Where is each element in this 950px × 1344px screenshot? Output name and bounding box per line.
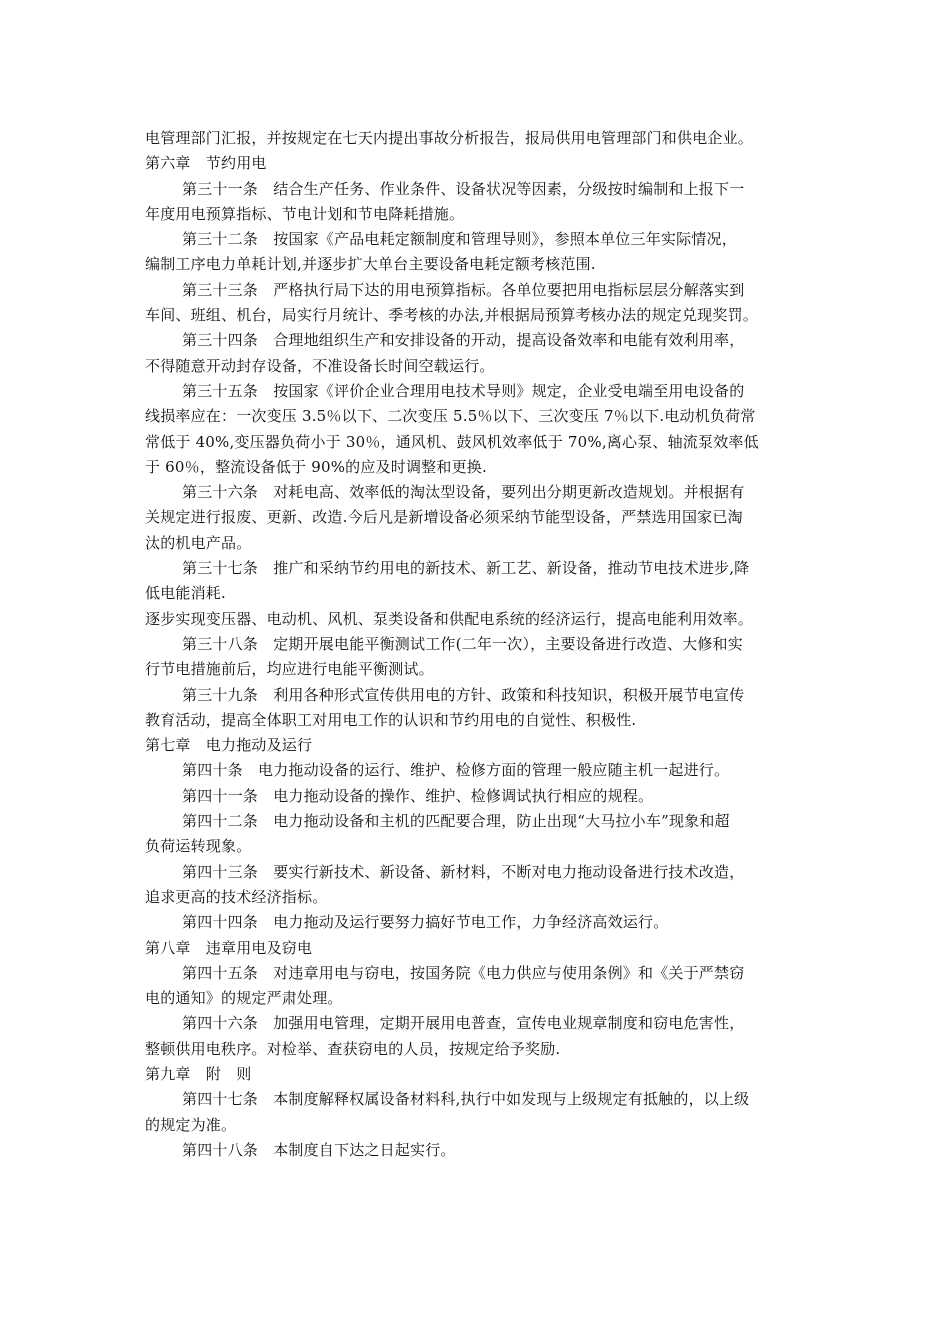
text-line: 车间、班组、机台，局实行月统计、季考核的办法,并根据局预算考核办法的规定兑现奖罚。 bbox=[145, 306, 758, 325]
text-line: 负荷运转现象。 bbox=[145, 837, 252, 856]
text-line: 第四十二条 电力拖动设备和主机的匹配要合理，防止出现“大马拉小车”现象和超 bbox=[182, 812, 730, 831]
text-line: 第三十八条 定期开展电能平衡测试工作(二年一次），主要设备进行改造、大修和实 bbox=[182, 634, 743, 653]
text-line: 第四十五条 对违章用电与窃电，按国务院《电力供应与使用条例》和《关于严禁窃 bbox=[182, 963, 745, 982]
text-line: 第三十五条 按国家《评价企业合理用电技术导则》规定，企业受电端至用电设备的 bbox=[182, 381, 745, 400]
text-line: 第三十三条 严格执行局下达的用电预算指标。各单位要把用电指标层层分解落实到 bbox=[182, 280, 745, 299]
text-line: 第七章 电力拖动及运行 bbox=[145, 736, 313, 755]
text-line: 低电能消耗. bbox=[145, 584, 226, 603]
text-line: 的规定为准。 bbox=[145, 1115, 237, 1134]
text-line: 年度用电预算指标、节电计划和节电降耗措施。 bbox=[145, 204, 465, 223]
text-line: 不得随意开动封存设备，不准设备长时间空载运行。 bbox=[145, 356, 495, 375]
text-line: 第三十四条 合理地组织生产和安排设备的开动，提高设备效率和电能有效利用率， bbox=[182, 331, 745, 350]
text-line: 追求更高的技术经济指标。 bbox=[145, 887, 328, 906]
text-line: 电管理部门汇报，并按规定在七天内提出事故分析报告，报局供用电管理部门和供电企业。 bbox=[145, 129, 754, 147]
text-line: 于 60％，整流设备低于 90%的应及时调整和更换. bbox=[145, 457, 487, 476]
text-line: 第九章 附 则 bbox=[145, 1064, 252, 1083]
text-line: 第三十七条 推广和采纳节约用电的新技术、新工艺、新设备，推动节电技术进步,降 bbox=[182, 559, 750, 578]
text-line: 第四十六条 加强用电管理，定期开展用电普查，宣传电业规章制度和窃电危害性， bbox=[182, 1014, 745, 1033]
text-line: 第四十条 电力拖动设备的运行、维护、检修方面的管理一般应随主机一起进行。 bbox=[182, 761, 730, 780]
text-line: 第四十一条 电力拖动设备的操作、维护、检修调试执行相应的规程。 bbox=[182, 786, 654, 805]
text-line: 行节电措施前后，均应进行电能平衡测试。 bbox=[145, 660, 434, 679]
text-line: 第四十八条 本制度自下达之日起实行。 bbox=[182, 1140, 456, 1159]
document-page bbox=[145, 126, 813, 1163]
text-line: 编制工序电力单耗计划,并逐步扩大单台主要设备电耗定额考核范围. bbox=[145, 255, 596, 274]
text-line: 教育活动，提高全体职工对用电工作的认识和节约用电的自觉性、积极性. bbox=[145, 710, 637, 729]
text-line: 第六章 节约用电 bbox=[145, 154, 267, 173]
text-line: 第四十三条 要实行新技术、新设备、新材料，不断对电力拖动设备进行技术改造， bbox=[182, 862, 745, 881]
text-line: 关规定进行报废、更新、改造.今后凡是新增设备必须采纳节能型设备，严禁选用国家已淘 bbox=[145, 508, 743, 527]
text-line: 第三十六条 对耗电高、效率低的淘汰型设备，要列出分期更新改造规划。并根据有 bbox=[182, 483, 745, 502]
text-line: 第四十七条 本制度解释权属设备材料科,执行中如发现与上级规定有抵触的，以上级 bbox=[182, 1090, 750, 1109]
text-line: 第三十二条 按国家《产品电耗定额制度和管理导则》，参照本单位三年实际情况， bbox=[182, 230, 737, 249]
text-line: 第八章 违章用电及窃电 bbox=[145, 938, 313, 957]
text-line: 线损率应在：一次变压 3.5％以下、二次变压 5.5％以下、三次变压 7％以下.电动机负荷常 bbox=[145, 407, 756, 426]
text-line: 常低于 40%,变压器负荷小于 30％，通风机、鼓风机效率低于 70%,离心泵、轴流泵效率低 bbox=[145, 432, 759, 451]
text-line: 第四十四条 电力拖动及运行要努力搞好节电工作，力争经济高效运行。 bbox=[182, 913, 669, 932]
text-line: 电的通知》的规定严肃处理。 bbox=[145, 989, 343, 1008]
text-line: 整顿供用电秩序。对检举、查获窃电的人员，按规定给予奖励. bbox=[145, 1039, 561, 1058]
text-line: 第三十九条 利用各种形式宣传供用电的方针、政策和科技知识，积极开展节电宣传 bbox=[182, 685, 745, 704]
text-line: 汰的机电产品。 bbox=[145, 533, 252, 552]
text-line: 逐步实现变压器、电动机、风机、泵类设备和供配电系统的经济运行，提高电能利用效率。 bbox=[145, 609, 754, 628]
text-line: 第三十一条 结合生产任务、作业条件、设备状况等因素，分级按时编制和上报下一 bbox=[182, 179, 745, 198]
